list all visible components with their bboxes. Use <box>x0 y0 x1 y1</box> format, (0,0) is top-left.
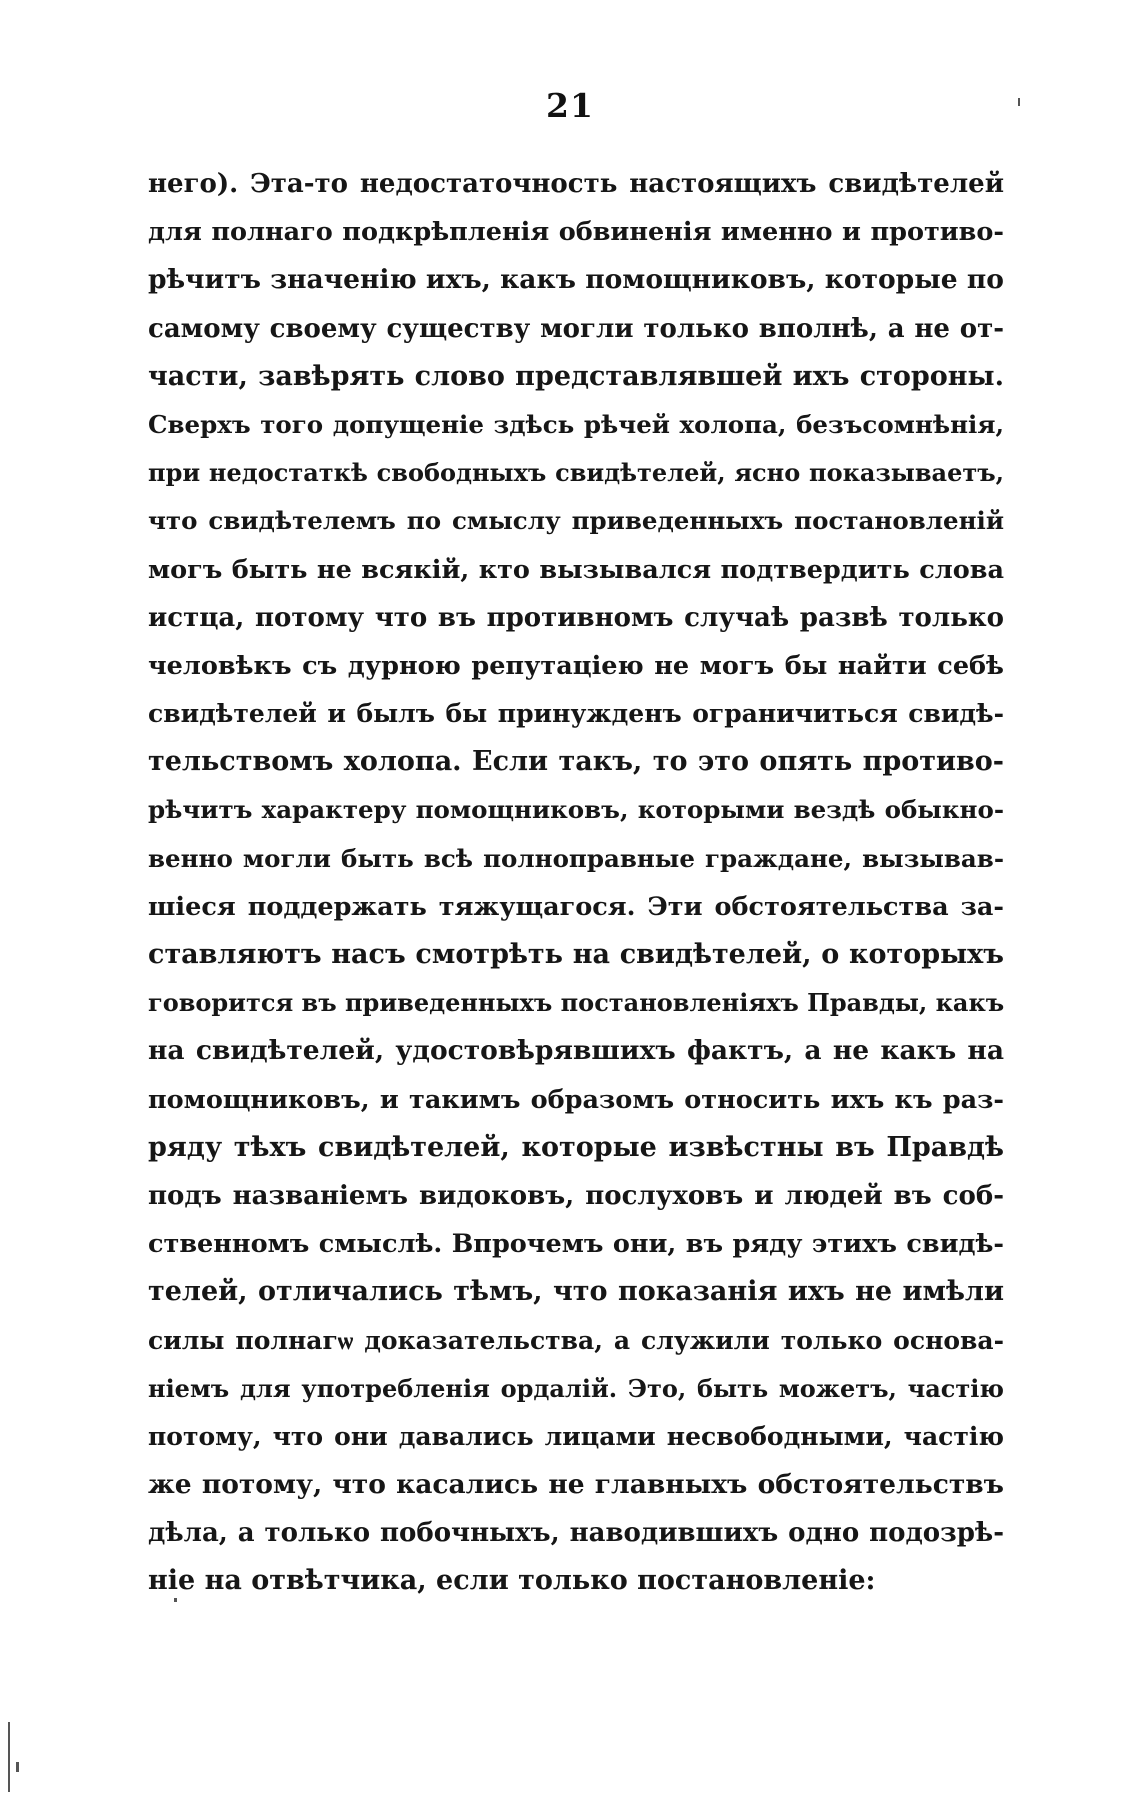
text-line: ніемъ для употребленія ордалій. Это, быть можетъ, частію <box>148 1373 1004 1403</box>
text-line: потому, что они давались лицами несвободными, частію <box>148 1421 1004 1451</box>
text-line: рѣчитъ значенію ихъ, какъ помощниковъ, которые по <box>148 264 1004 296</box>
text-line: ственномъ смыслѣ. Впрочемъ они, въ ряду этихъ свидѣ- <box>148 1229 1004 1260</box>
text-line: ряду тѣхъ свидѣтелей, которые извѣстны въ Правдѣ <box>148 1131 1004 1163</box>
text-line: человѣкъ съ дурною репутаціею не могъ бы найти себѣ <box>148 650 1004 681</box>
scan-speck <box>1018 98 1020 106</box>
text-line: дѣла, а только побочныхъ, наводившихъ одно подозрѣ- <box>148 1518 1004 1549</box>
text-line: подъ названіемъ видоковъ, послуховъ и людей въ соб- <box>148 1180 1004 1211</box>
text-line: венно могли быть всѣ полноправные граждане, вызывав- <box>148 843 1004 873</box>
text-line: же потому, что касались не главныхъ обстоятельствъ <box>148 1469 1004 1501</box>
text-line: части, завѣрять слово представлявшей ихъ стороны. <box>148 360 1004 392</box>
text-line: истца, потому что въ противномъ случаѣ развѣ только <box>148 602 1004 633</box>
text-line: для полнаго подкрѣпленія обвиненія именно и противо- <box>148 217 1004 248</box>
text-line: могъ быть не всякій, кто вызывался подтвердить слова <box>148 554 1004 585</box>
body-text <box>148 160 1004 1606</box>
text-line: ставляютъ насъ смотрѣть на свидѣтелей, о которыхъ <box>148 939 1004 970</box>
text-line: говорится въ приведенныхъ постановленіяхъ Правды, какъ <box>148 988 1004 1018</box>
text-line: рѣчитъ характеру помощниковъ, которыми вездѣ обыкно- <box>148 795 1004 825</box>
text-line: на свидѣтелей, удостовѣрявшихъ фактъ, а не какъ на <box>148 1035 1004 1067</box>
page-number: 21 <box>546 86 594 125</box>
text-line: него). Эта-то недостаточность настоящихъ свидѣтелей <box>148 169 1004 199</box>
text-line: при недостаткѣ свободныхъ свидѣтелей, ясно показываетъ, <box>148 458 1004 488</box>
text-line: шіеся поддержать тяжущагося. Эти обстоятельства за- <box>148 891 1004 922</box>
scan-edge-mark <box>8 1722 10 1792</box>
text-line: Сверхъ того допущеніе здѣсь рѣчей холопа, безъсомнѣнія, <box>148 409 1004 439</box>
text-line: свидѣтелей и былъ бы принужденъ ограничиться свидѣ- <box>148 699 1004 729</box>
text-line: самому своему существу могли только вполнѣ, а не от- <box>148 313 1004 344</box>
text-line: силы полнагѡ доказательства, а служили только основа- <box>148 1325 1004 1355</box>
scan-speck <box>16 1762 19 1772</box>
text-line: телей, отличались тѣмъ, что показанія ихъ не имѣли <box>148 1276 1004 1308</box>
text-line: тельствомъ холопа. Если такъ, то это опять противо- <box>148 746 1004 778</box>
text-line: помощниковъ, и такимъ образомъ относить ихъ къ раз- <box>148 1084 1004 1115</box>
scan-speck <box>174 1598 177 1602</box>
text-line: что свидѣтелемъ по смыслу приведенныхъ постановленій <box>148 506 1004 536</box>
text-line: ніе на отвѣтчика, если только постановленіе: <box>148 1565 876 1597</box>
